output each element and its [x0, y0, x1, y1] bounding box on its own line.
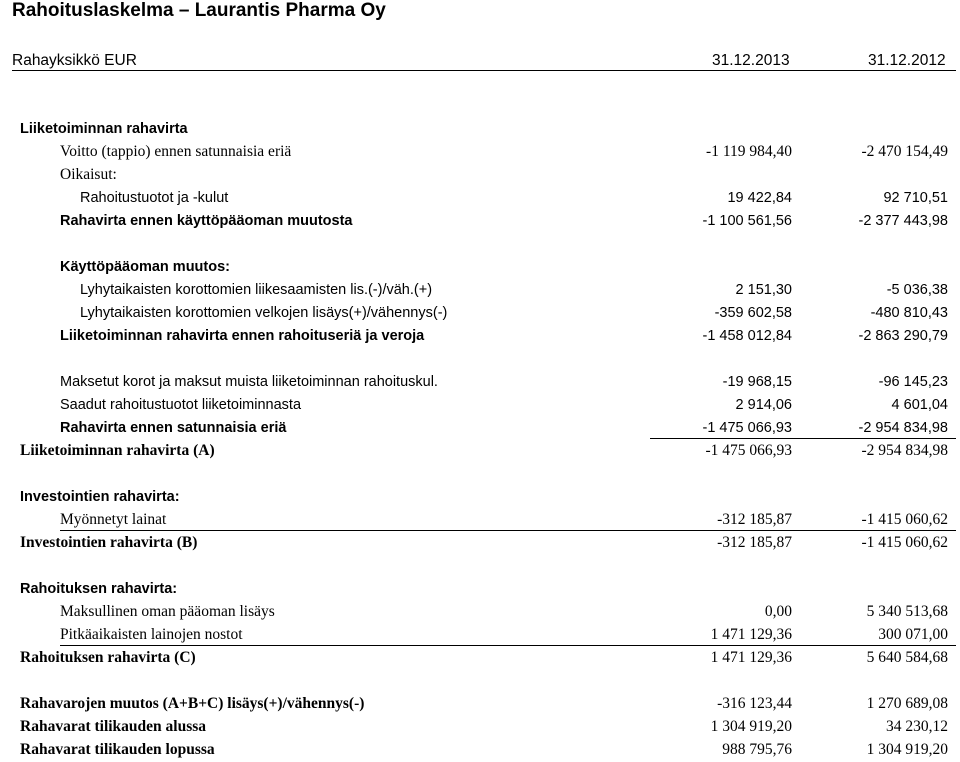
- row-label: Investointien rahavirta (B): [20, 534, 198, 551]
- row-label: Investointien rahavirta:: [20, 489, 180, 505]
- value-2013: 19 422,84: [727, 190, 792, 206]
- value-2013: -1 100 561,56: [702, 213, 792, 229]
- value-2012: 92 710,51: [883, 190, 948, 206]
- value-2013: 1 471 129,36: [710, 626, 792, 643]
- row-label: Maksullinen oman pääoman lisäys: [60, 603, 275, 620]
- value-2013: -1 475 066,93: [705, 442, 792, 459]
- row-label: Maksetut korot ja maksut muista liiketoiminnan rahoituskul.: [60, 374, 438, 390]
- section-heading-investing: [0, 486, 960, 508]
- value-2012: 1 304 919,20: [866, 741, 948, 758]
- table-row: [0, 509, 960, 531]
- currency-unit-label: Rahayksikkö EUR: [12, 52, 137, 69]
- header-divider: [12, 70, 956, 71]
- value-2012: -2 863 290,79: [858, 328, 948, 344]
- section-heading-financing: [0, 578, 960, 600]
- sum-rule: [650, 438, 956, 439]
- value-2012: 5 640 584,68: [866, 649, 948, 666]
- value-2013: -1 475 066,93: [702, 420, 792, 436]
- table-row: [0, 141, 960, 163]
- value-2013: -312 185,87: [717, 534, 792, 551]
- value-2013: -316 123,44: [717, 695, 792, 712]
- row-label: Käyttöpääoman muutos:: [60, 259, 230, 275]
- subtotal-row: [0, 210, 960, 232]
- row-label: Pitkäaikaisten lainojen nostot: [60, 626, 243, 643]
- row-label: Lyhytaikaisten korottomien velkojen lisäys(+)/vähennys(-): [80, 305, 448, 321]
- table-row: [0, 624, 960, 646]
- row-label: Rahavirta ennen satunnaisia eriä: [60, 420, 287, 436]
- value-2013: 2 151,30: [735, 282, 792, 298]
- row-label: Rahoitustuotot ja -kulut: [80, 190, 229, 206]
- value-2012: -2 954 834,98: [861, 442, 948, 459]
- row-label: Liiketoiminnan rahavirta ennen rahoituseriä ja veroja: [60, 328, 425, 344]
- value-2012: -5 036,38: [886, 282, 948, 298]
- row-label: Rahoituksen rahavirta (C): [20, 649, 196, 666]
- table-row: [0, 279, 960, 301]
- row-label: Liiketoiminnan rahavirta (A): [20, 442, 215, 459]
- table-row: [0, 601, 960, 623]
- value-2013: -359 602,58: [714, 305, 792, 321]
- row-label: Rahavirta ennen käyttöpääoman muutosta: [60, 213, 353, 229]
- value-2012: 5 340 513,68: [866, 603, 948, 620]
- value-2012: -1 415 060,62: [861, 534, 948, 551]
- subtotal-row: [0, 417, 960, 439]
- report-title: Rahoituslaskelma – Laurantis Pharma Oy: [12, 0, 386, 21]
- total-row-cash-start: [0, 716, 960, 738]
- subtotal-row: [0, 325, 960, 347]
- row-label: Lyhytaikaisten korottomien liikesaamisten lis.(-)/väh.(+): [80, 282, 433, 298]
- column-header-2012: 31.12.2012: [868, 52, 946, 69]
- row-label: Myönnetyt lainat: [60, 511, 167, 528]
- table-row: [0, 164, 960, 186]
- total-row-cash-end: [0, 739, 960, 761]
- row-label: Rahavarat tilikauden lopussa: [20, 741, 215, 758]
- section-heading-operating: [0, 118, 960, 140]
- value-2013: 0,00: [764, 603, 792, 620]
- value-2013: 1 471 129,36: [710, 649, 792, 666]
- total-row-operating: [0, 440, 960, 462]
- value-2012: -2 470 154,49: [861, 143, 948, 160]
- total-row-investing: [0, 532, 960, 554]
- value-2012: -2 954 834,98: [858, 420, 948, 436]
- table-row: [0, 302, 960, 324]
- value-2013: -312 185,87: [717, 511, 792, 528]
- value-2012: -96 145,23: [878, 374, 948, 390]
- value-2013: -1 119 984,40: [706, 143, 792, 160]
- section-heading-working-capital: [0, 256, 960, 278]
- value-2013: -19 968,15: [722, 374, 792, 390]
- value-2012: -480 810,43: [870, 305, 948, 321]
- value-2012: 1 270 689,08: [866, 695, 948, 712]
- row-label: Saadut rahoitustuotot liiketoiminnasta: [60, 397, 302, 413]
- value-2012: -2 377 443,98: [858, 213, 948, 229]
- value-2012: -1 415 060,62: [861, 511, 948, 528]
- row-label: Rahavarojen muutos (A+B+C) lisäys(+)/vähennys(-): [20, 695, 365, 712]
- row-label: Rahavarat tilikauden alussa: [20, 718, 207, 735]
- value-2012: 4 601,04: [891, 397, 948, 413]
- value-2012: 34 230,12: [886, 718, 948, 735]
- row-label: Voitto (tappio) ennen satunnaisia eriä: [60, 143, 292, 160]
- total-row-financing: [0, 647, 960, 669]
- value-2013: 988 795,76: [722, 741, 792, 758]
- value-2013: 1 304 919,20: [710, 718, 792, 735]
- table-row: [0, 371, 960, 393]
- row-label: Oikaisut:: [60, 166, 117, 183]
- value-2012: 300 071,00: [878, 626, 948, 643]
- sum-rule: [60, 645, 956, 646]
- sum-rule: [60, 530, 956, 531]
- table-row: [0, 394, 960, 416]
- row-label: Liiketoiminnan rahavirta: [20, 121, 188, 137]
- table-row: [0, 187, 960, 209]
- total-row-change: [0, 693, 960, 715]
- value-2013: -1 458 012,84: [702, 328, 792, 344]
- value-2013: 2 914,06: [735, 397, 792, 413]
- row-label: Rahoituksen rahavirta:: [20, 581, 178, 597]
- column-header-2013: 31.12.2013: [712, 52, 790, 69]
